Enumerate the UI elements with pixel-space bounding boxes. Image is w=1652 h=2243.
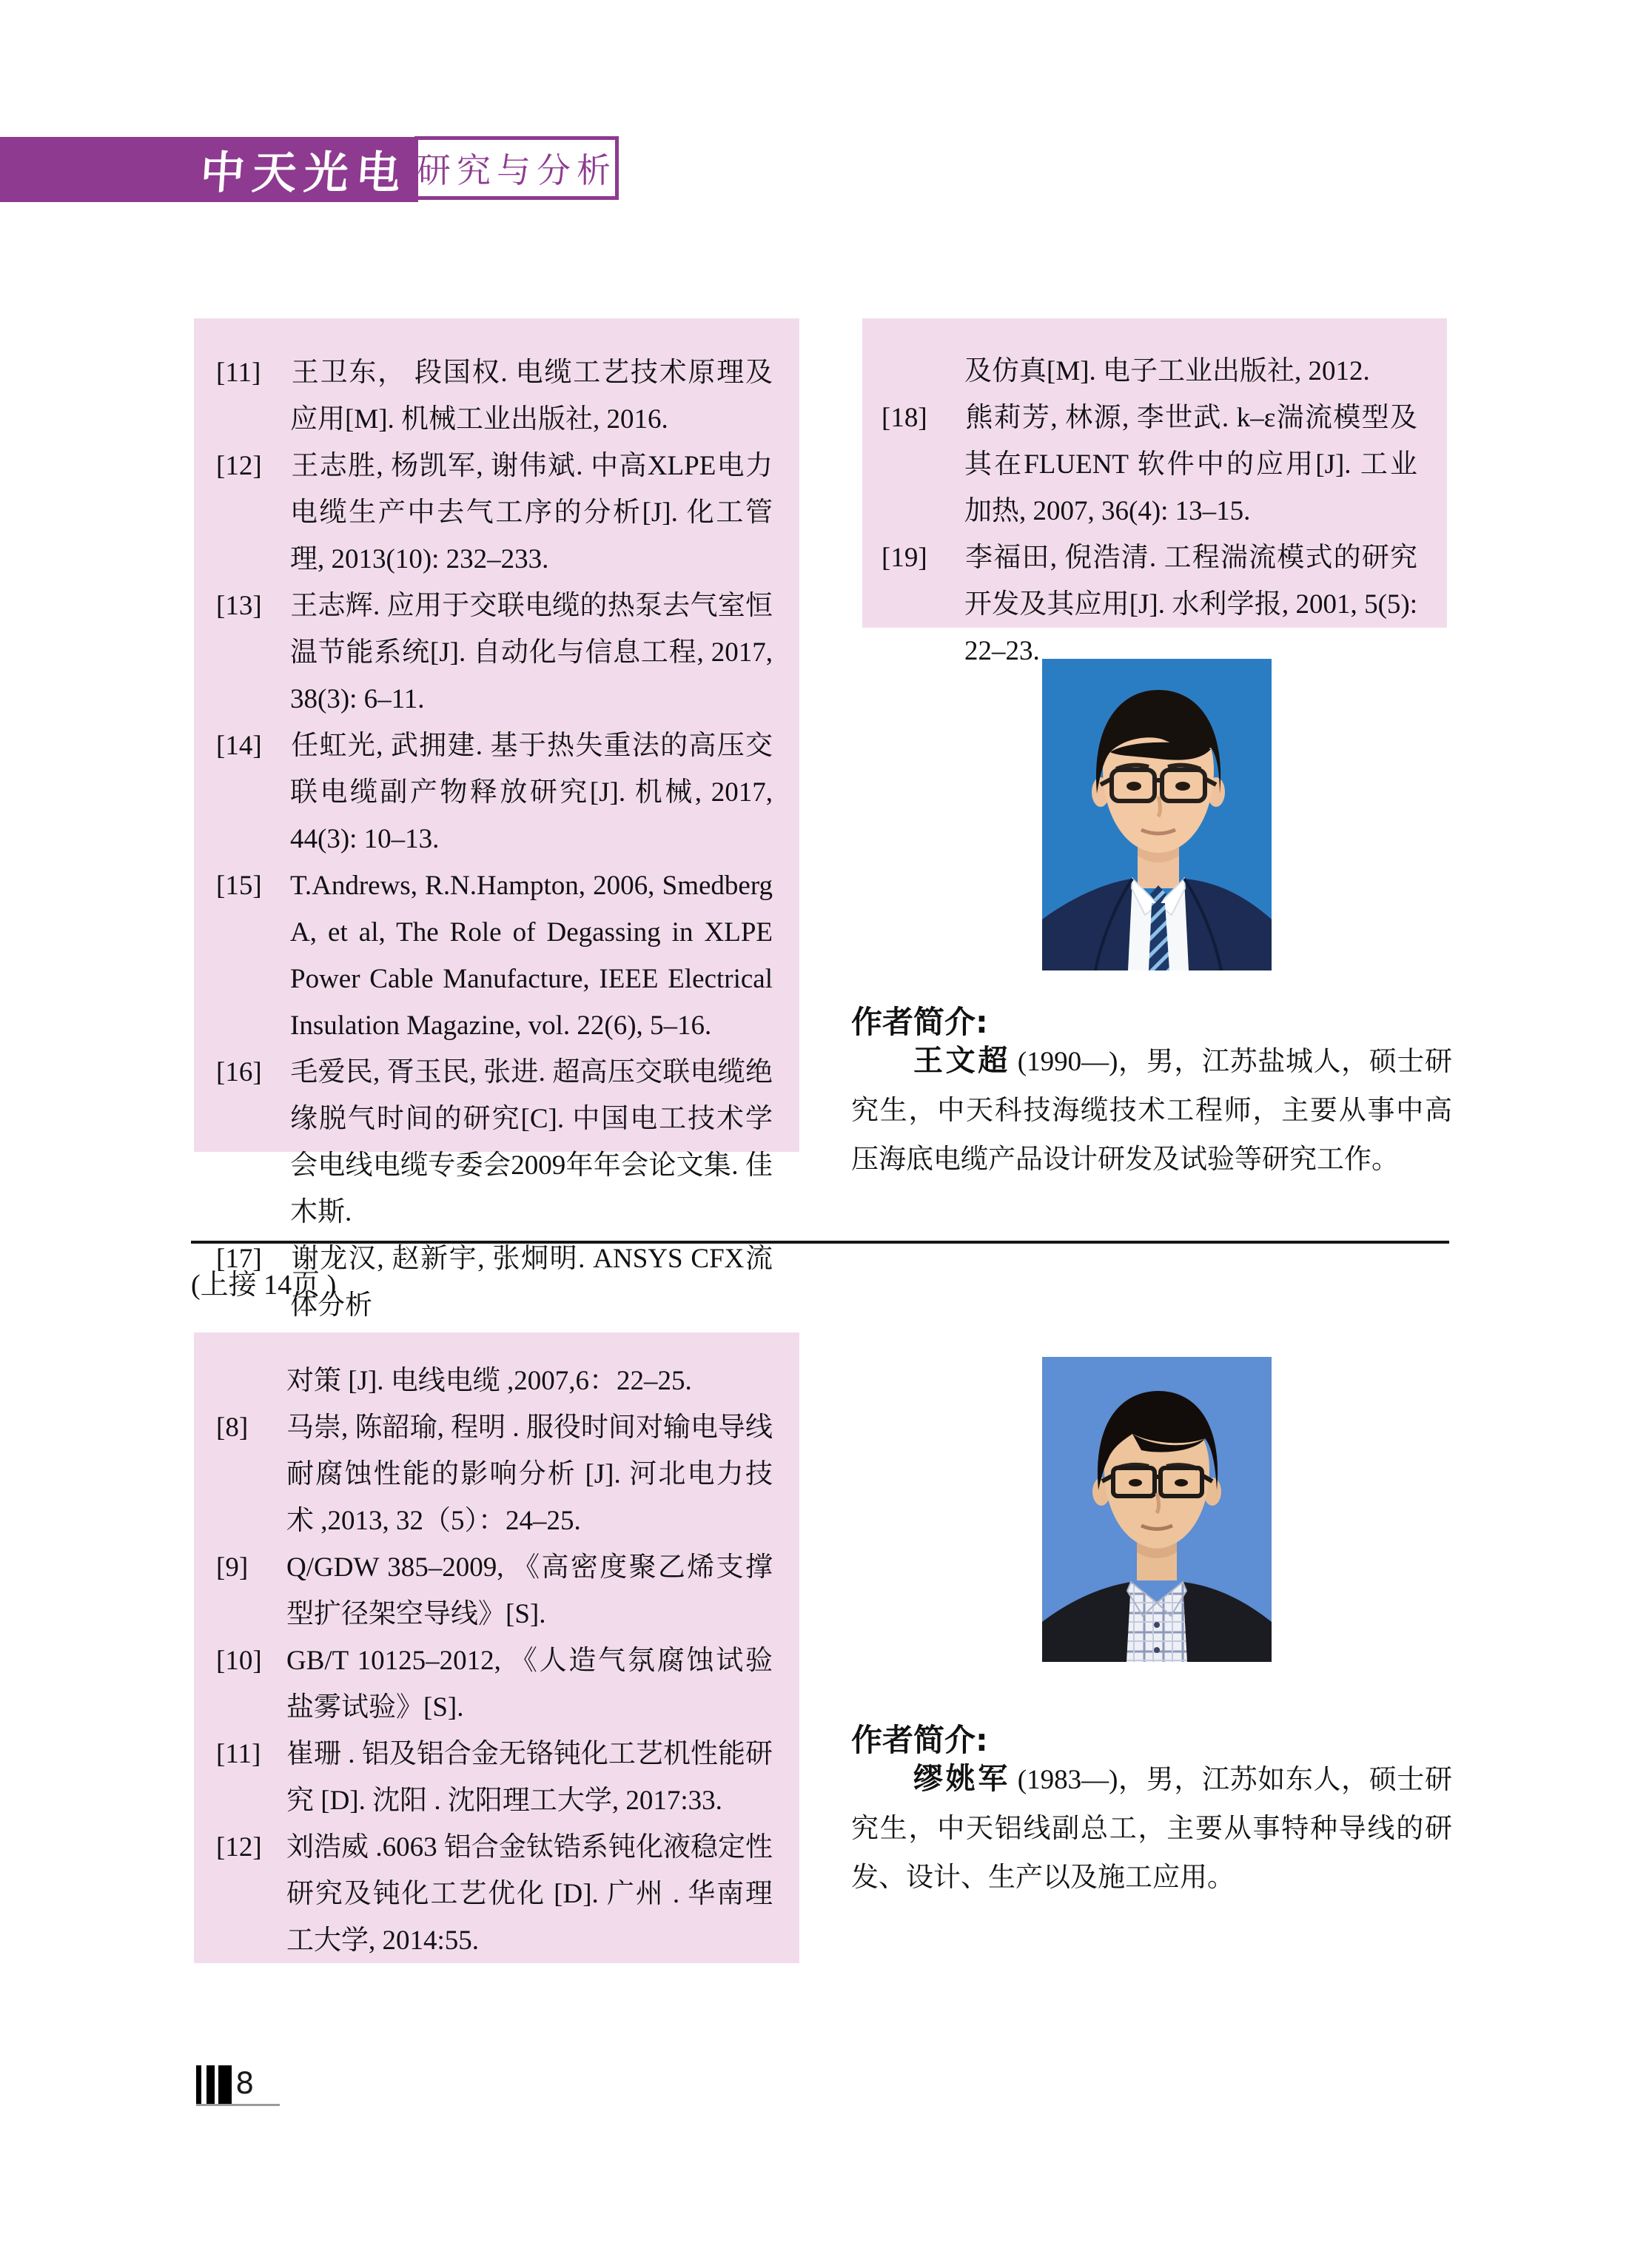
reference-text: 王志辉. 应用于交联电缆的热泵去气室恒温节能系统[J]. 自动化与信息工程, 2017, 38(3): 6–11. [290, 591, 773, 714]
reference-text: 王卫东， 段国权. 电缆工艺技术原理及应用[M]. 机械工业出版社, 2016. [290, 358, 773, 435]
author-photo-wang-wenchao [1042, 659, 1272, 970]
reference-text: Q/GDW 385–2009, 《高密度聚乙烯支撑型扩径架空导线》[S]. [286, 1552, 773, 1629]
reference-text: 马崇, 陈韶瑜, 程明 . 服役时间对输电导线耐腐蚀性能的影响分析 [J]. 河北电力技术 ,2013, 32（5）：24–25. [286, 1412, 773, 1536]
reference-text: 崔珊 . 铝及铝合金无铬钝化工艺机性能研究 [D]. 沈阳 . 沈阳理工大学, 2017:33. [286, 1739, 773, 1816]
references-box-bottom-left [194, 1332, 799, 1963]
reference-number: [16] [216, 1057, 262, 1087]
reference-item [216, 722, 773, 862]
reference-text: 毛爱民, 胥玉民, 张进. 超高压交联电缆绝缘脱气时间的研究[C]. 中国电工技术学会电线电缆专委会2009年年会论文集. 佳木斯. [290, 1057, 773, 1227]
reference-text: GB/T 10125–2012, 《人造气氛腐蚀试验 盐雾试验》[S]. [286, 1646, 773, 1723]
author-name: 缪姚军 [913, 1762, 1010, 1795]
references-box-top-right [862, 318, 1447, 666]
footer-bar [196, 2065, 201, 2104]
reference-item [216, 1544, 773, 1637]
reference-number: [8] [216, 1412, 249, 1443]
reference-item [216, 443, 773, 583]
reference-item [882, 348, 1417, 395]
reference-text: 谢龙汉, 赵新宇, 张炯明. ANSYS CFX流体分析 [290, 1244, 773, 1321]
reference-number: [9] [216, 1552, 249, 1583]
reference-text: T.Andrews, R.N.Hampton, 2006, Smedberg A, et al, The Role of Degassing in XLPE Power Cable Manufacture, IEEE Electrical Insulation Magazine, vol. 22(6), 5–16. [290, 871, 773, 1041]
bio-heading: 作者简介: [851, 1004, 988, 1040]
reference-number: [12] [216, 451, 262, 481]
reference-number: [11] [216, 1739, 261, 1769]
reference-item [216, 1824, 773, 1964]
bio-paragraph [851, 1036, 1452, 1184]
page-number: 8 [235, 2067, 255, 2101]
section-divider [191, 1241, 1449, 1244]
footer-bars-decoration [196, 2065, 232, 2104]
reference-item [216, 1049, 773, 1236]
reference-number: [17] [216, 1244, 262, 1274]
reference-item [882, 395, 1417, 534]
reference-number: [15] [216, 871, 262, 901]
reference-text: 及仿真[M]. 电子工业出版社, 2012. [964, 356, 1370, 386]
reference-item [216, 1358, 773, 1404]
footer-rule [196, 2104, 280, 2106]
reference-number: [13] [216, 591, 262, 621]
reference-text: 刘浩威 .6063 铝合金钛锆系钝化液稳定性研究及钝化工艺优化 [D]. 广州 . 华南理工大学, 2014:55. [286, 1832, 773, 1956]
reference-number: [19] [882, 543, 927, 573]
reference-text: 对策 [J]. 电线电缆 ,2007,6：22–25. [286, 1366, 692, 1396]
reference-text: 王志胜, 杨凯军, 谢伟斌. 中高XLPE电力电缆生产中去气工序的分析[J]. 化工管理, 2013(10): 232–233. [290, 451, 773, 574]
reference-text: 任虹光, 武拥建. 基于热失重法的高压交联电缆副产物释放研究[J]. 机械, 2017, 44(3): 10–13. [290, 731, 773, 854]
reference-item [216, 1404, 773, 1544]
reference-number: [12] [216, 1832, 262, 1863]
reference-number: [14] [216, 731, 262, 761]
reference-item [216, 349, 773, 443]
bio-text: (1990—)，男，江苏盐城人，硕士研究生，中天科技海缆技术工程师，主要从事中高压海底电缆产品设计研发及试验等研究工作。 [851, 1047, 1452, 1175]
reference-item [216, 1637, 773, 1731]
bio-paragraph [851, 1754, 1452, 1902]
section-label: 研究与分析 [417, 150, 617, 190]
reference-item [216, 583, 773, 722]
journal-logo: 中天光电 [198, 147, 410, 199]
reference-number: [10] [216, 1646, 262, 1676]
bio-text: (1983—)，男，江苏如东人，硕士研究生，中天铝线副总工，主要从事特种导线的研发、设计、生产以及施工应用。 [851, 1765, 1452, 1893]
reference-number: [18] [882, 403, 927, 433]
header-banner [0, 137, 418, 202]
footer-bar [206, 2065, 215, 2104]
reference-text: 熊莉芳, 林源, 李世武. k–ε湍流模型及其在FLUENT 软件中的应用[J]. 工业加热, 2007, 36(4): 13–15. [964, 403, 1417, 526]
continued-from-note: (上接 14页 ) [191, 1270, 337, 1301]
reference-text: 李福田, 倪浩清. 工程湍流模式的研究开发及其应用[J]. 水利学报, 2001, 5(5): 22–23. [964, 543, 1417, 666]
author-name: 王文超 [913, 1044, 1010, 1077]
reference-item [882, 534, 1417, 674]
reference-item [216, 1731, 773, 1824]
reference-item [216, 862, 773, 1049]
footer-bar [218, 2065, 232, 2104]
section-label-box [414, 136, 619, 200]
author-photo-miao-yaojun [1042, 1357, 1272, 1662]
bio-heading: 作者简介: [851, 1722, 988, 1758]
reference-number: [11] [216, 358, 261, 388]
